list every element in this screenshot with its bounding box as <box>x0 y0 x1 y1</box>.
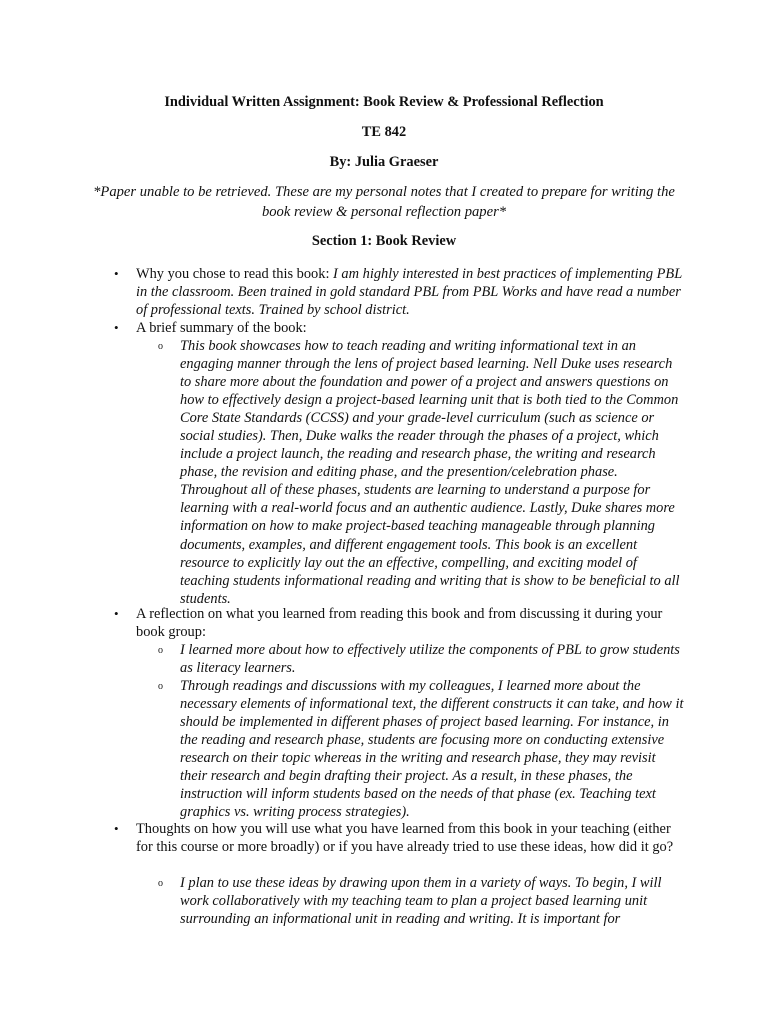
bullet-icon: • <box>114 821 119 836</box>
bullet-prompt: Why you chose to read this book: <box>136 266 334 282</box>
bullet-prompt: A reflection on what you learned from reading this book and from discussing it during your book group: <box>136 606 663 641</box>
sub-list-item <box>158 337 684 608</box>
sub-item-text: I plan to use these ideas by drawing upon them in a variety of ways. To begin, I will work collaboratively with my teaching team to plan a project based learning unit surrounding an informational unit in reading and writing. It is important for <box>180 875 662 928</box>
sub-list-item <box>158 677 684 821</box>
sub-bullet-icon: o <box>158 681 163 692</box>
sub-bullet-icon: o <box>158 878 163 889</box>
bullet-icon: • <box>114 266 119 281</box>
retrieval-note: *Paper unable to be retrieved. These are my personal notes that I created to prepare for writing the book review & personal reflection paper* <box>93 184 675 220</box>
document-title: Individual Written Assignment: Book Review & Professional Reflection <box>164 94 604 110</box>
bullet-prompt: A brief summary of the book: <box>136 320 307 336</box>
bullet-answer: I am highly interested in best practices of implementing PBL in the classroom. Been trained in gold standard PBL from PBL Works and have read a number of professional texts. Trained by school district. <box>136 266 682 319</box>
list-item <box>114 605 684 641</box>
author-line: By: Julia Graeser <box>329 154 439 170</box>
bullet-icon: • <box>114 320 119 335</box>
sub-item-text: This book showcases how to teach reading and writing informational text in an engaging manner through the lens of project based learning. Nell Duke uses research to share more about the foundation and power of a project and answers questions on how to effectively design a project-based learning unit that is both tied to the Common Core State Standards (CCSS) and your grade-level curriculum (such as science or social studies). Then, Duke walks the reader through the phases of a project, which include a project launch, the reading and research phase, the writing and research phase, the revision and editing phase, and the presention/celebration phase. Throughout all of these phases, students are learning to understand a purpose for learning with a real-world focus and an authentic audience. Lastly, Duke shares more information on how to make project-based teaching manageable through planning documents, examples, and different engagement tools. This book is an excellent resource to explicitly lay out the an effective, compelling, and exciting model of teaching students informational reading and writing that is show to be beneficial to all students. <box>180 338 680 607</box>
list-item <box>114 265 684 319</box>
sub-bullet-icon: o <box>158 645 163 656</box>
course-code: TE 842 <box>361 124 407 140</box>
sub-bullet-icon: o <box>158 341 163 352</box>
sub-item-text: Through readings and discussions with my colleagues, I learned more about the necessary elements of informational text, the different constructs it can take, and how it should be implemented in different phases of project based learning. For instance, in the reading and research phase, students are focusing more on conducting extensive research on their topic whereas in the writing and research phase, they may revisit their research and begin drafting their project. As a result, in these phases, the instruction will inform students based on the needs of that phase (ex. Teaching text graphics vs. writing process strategies). <box>180 678 684 821</box>
section-heading: Section 1: Book Review <box>311 233 457 249</box>
list-item <box>114 820 684 856</box>
bullet-prompt: Thoughts on how you will use what you have learned from this book in your teaching (either for this course or more broadly) or if you have already tried to use these ideas, how did it go? <box>136 821 674 856</box>
sub-list-item <box>158 641 684 677</box>
sub-list-item <box>158 874 684 928</box>
list-item <box>114 319 684 337</box>
sub-item-text: I learned more about how to effectively utilize the components of PBL to grow students as literacy learners. <box>180 642 680 677</box>
bullet-icon: • <box>114 606 119 621</box>
